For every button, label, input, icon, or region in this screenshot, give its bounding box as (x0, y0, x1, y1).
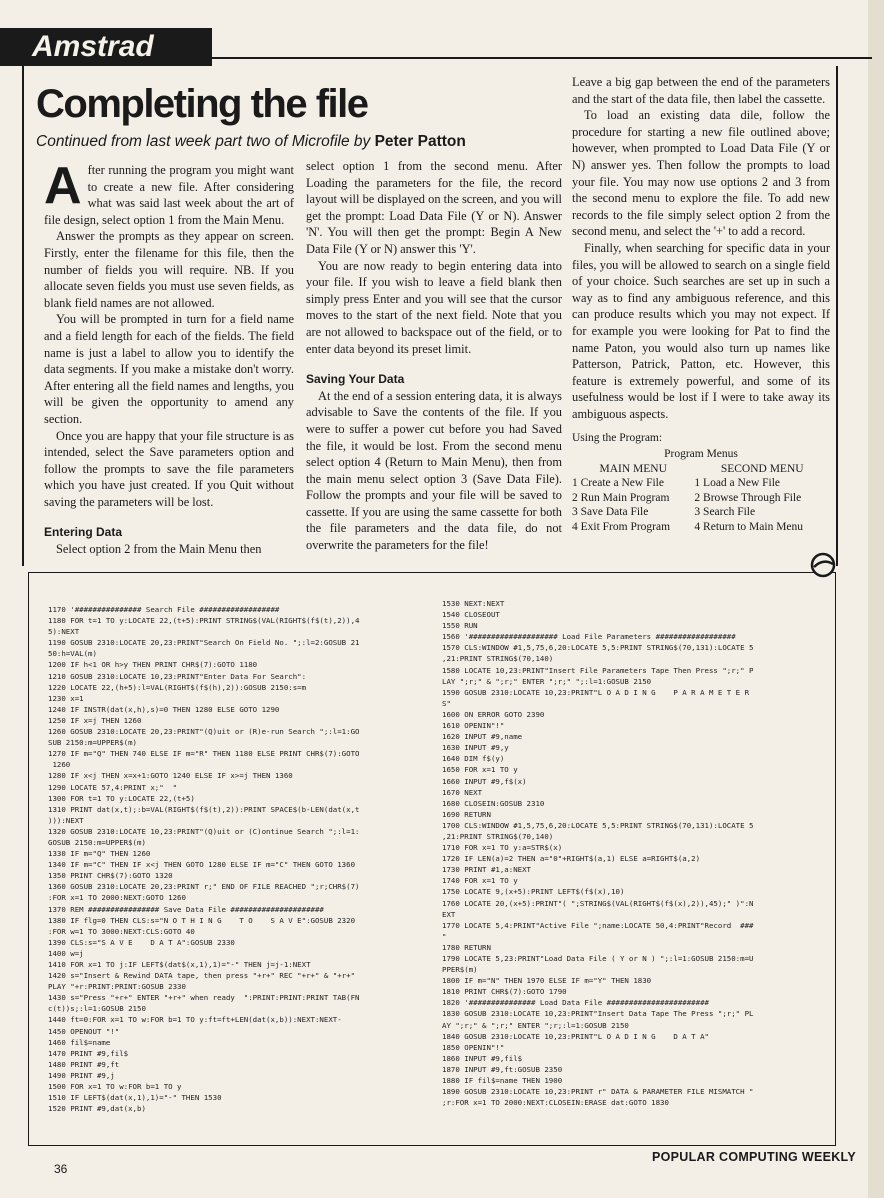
paragraph: At the end of a session entering data, it is always advisable to Save the contents of the file. If you were to suffer a power cut before you had Saved the file, it would be lost. From the second menu select option 4 (Return to Main Menu), then from the main menu select option 3 (Save Data File). Follow the prompts and your file will be saved to cassette. If you are using the same cassette for both the file parameters and the data file, do not overwrite the parameters for the file! (306, 388, 562, 553)
main-menu-heading: MAIN MENU (599, 462, 667, 475)
paragraph-text: fter running the program you might want to create a new file. After considering what was said last week about the art of file design, select option 1 from the Main Menu. (44, 163, 294, 227)
subheading-saving-data: Saving Your Data (306, 372, 405, 387)
paragraph: Select option 2 from the Main Menu then (56, 542, 262, 557)
article-column-3 (572, 74, 830, 534)
publication-footer: POPULAR COMPUTING WEEKLY (652, 1150, 856, 1164)
paragraph: You will be prompted in turn for a field name and a field length for each of the fields. The field name is just a label to allow you to identify the data segments. If you make a mistake don't worry. After entering all the field names and lengths, you will be given the opportunity to amend any section. (44, 312, 294, 426)
section-brand-banner: Amstrad (0, 28, 212, 66)
basic-listing-right: 1530 NEXT:NEXT 1540 CLOSEOUT 1550 RUN 1560 '#################### Load File Parameters ################## 1570 CLS:WINDOW #1,5,75,6,20:LOCATE 5,5:PRINT STRING$(70,131):LOCATE 5 ,21:PRINT STRING$(70,140) 1580 LOCATE 10,23:PRINT"Insert File Parameters Tape Then Press ";r;" P LAY ";r;" & ";r;" ENTER ";r;" ";:l=1:GOSUB 2150 1590 GOSUB 2310:LOCATE 10,23:PRINT"L O A D I N G P A R A M E T E R S" 1600 ON ERROR GOTO 2390 1610 OPENIN"!" 1620 INPUT #9,name 1630 INPUT #9,y 1640 DIM f$(y) 1650 FOR x=1 TO y 1660 INPUT #9,f$(x) 1670 NEXT 1680 CLOSEIN:GOSUB 2310 1690 RETURN 1700 CLS:WINDOW #1,5,75,6,20:LOCATE 5,5:PRINT STRING$(70,131):LOCATE 5 ,21:PRINT STRING$(70,140) 1710 FOR x=1 TO y:a=STR$(x) 1720 IF LEN(a)=2 THEN a="0"+RIGHT$(a,1) ELSE a=RIGHT$(a,2) 1730 PRINT #1,a:NEXT 1740 FOR x=1 TO y 1750 LOCATE 9,(x+5):PRINT LEFT$(f$(x),10) 1760 LOCATE 20,(x+5):PRINT"( ";STRING$(VAL(RIGHT$(f$(x),2)),45);" )":N EXT 1770 LOCATE 5,4:PRINT"Active File ";name:LOCATE 50,4:PRINT"Record ### " 1780 RETURN 1790 LOCATE 5,23:PRINT"Load Data File ( Y or N ) ";:l=1:GOSUB 2150:m=U PPER$(m) 1800 IF m="N" THEN 1970 ELSE IF m="Y" THEN 1830 1810 PRINT CHR$(7):GOTO 1790 1820 '############### Load Data File ####################### 1830 GOSUB 2310:LOCATE 10,23:PRINT"Insert Data Tape The Press ";r;" PL AY ";r;" & ";r;" ENTER ";r;:l=1:GOSUB 2150 1840 GOSUB 2310:LOCATE 10,23:PRINT"L O A D I N G D A T A" 1850 OPENIN"!" 1860 INPUT #9,fil$ 1870 INPUT #9,ft:GOSUB 2350 1880 IF fil$=name THEN 1900 1890 GOSUB 2310:LOCATE 10,23:PRINT r" DATA & PARAMETER FILE MISMATCH " ;r:FOR x=1 TO 2000:NEXT:CLOSEIN:ERASE dat:GOTO 1830 (442, 599, 754, 1108)
second-menu-item: 1 Load a New File (694, 477, 781, 490)
basic-listing-left: 1170 '############### Search File ################## 1180 FOR t=1 TO y:LOCATE 22,(t+5):PRINT STRING$(VAL(RIGHT$(f$(t),2)),4 5):NEXT 1190 GOSUB 2310:LOCATE 20,23:PRINT"Search On Field No. ";:l=2:GOSUB 21 50:h=VAL(m) 1200 IF h<1 OR h>y THEN PRINT CHR$(7):GOTO 1180 1210 GOSUB 2310:LOCATE 10,23:PRINT"Enter Data For Search": 1220 LOCATE 22,(h+5):l=VAL(RIGHT$(f$(h),2)):GOSUB 2150:s=m 1230 x=1 1240 IF INSTR(dat(x,h),s)=0 THEN 1280 ELSE GOTO 1290 1250 IF x=j THEN 1260 1260 GOSUB 2310:LOCATE 20,23:PRINT"(Q)uit or (R)e-run Search ";:l=1:GO SUB 2150:m=UPPER$(m) 1270 IF m="Q" THEN 740 ELSE IF m="R" THEN 1180 ELSE PRINT CHR$(7):GOTO 1260 1280 IF x<j THEN x=x+1:GOTO 1240 ELSE IF x>=j THEN 1360 1290 LOCATE 57,4:PRINT x;" " 1300 FOR t=1 TO y:LOCATE 22,(t+5) 1310 PRINT dat(x,t);:b=VAL(RIGHT$(f$(t),2)):PRINT SPACE$(b-LEN(dat(x,t ))):NEXT 1320 GOSUB 2310:LOCATE 10,23:PRINT"(Q)uit or (C)ontinue Search ";:l=1: GOSUB 2150:m=UPPER$(m) 1330 IF m="Q" THEN 1260 1340 IF m="C" THEN IF x<j THEN GOTO 1280 ELSE IF m="C" THEN GOTO 1360 1350 PRINT CHR$(7):GOTO 1320 1360 GOSUB 2310:LOCATE 20,23:PRINT r;" END OF FILE REACHED ";r;CHR$(7) :FOR x=1 TO 2000:NEXT:GOTO 1260 1370 REM ################ Save Data File ##################### 1380 IF flg=0 THEN CLS:s="N O T H I N G T O S A V E":GOSUB 2320 :FOR w=1 TO 3000:NEXT:CLS:GOTO 40 1390 CLS:s="S A V E D A T A":GOSUB 2330 1400 w=j 1410 FOR x=1 TO j:IF LEFT$(dat$(x,1),1)="-" THEN j=j-1:NEXT 1420 s="Insert & Rewind DATA tape, then press "+r+" REC "+r+" & "+r+" PLAY "+r:PRINT:PRINT:GOSUB 2330 1430 s="Press "+r+" ENTER "+r+" when ready ":PRINT:PRINT:PRINT TAB(FN c(t))s;:l=1:GOSUB 2150 1440 ft=0:FOR x=1 TO w:FOR b=1 TO y:ft=ft+LEN(dat(x,b)):NEXT:NEXT- 1450 OPENOUT "!" 1460 fil$=name 1470 PRINT #9,fil$ 1480 PRINT #9,ft 1490 PRINT #9,j 1500 FOR x=1 TO w:FOR b=1 TO y 1510 IF LEFT$(dat(x,1),1)="-" THEN 1530 1520 PRINT #9,dat(x,b) (48, 605, 360, 1114)
program-menus-table (572, 447, 830, 534)
article-title: Completing the file (36, 82, 368, 126)
scroll-curl-icon (808, 550, 838, 580)
main-menu-item: 3 Save Data File (572, 506, 649, 519)
main-menu-item: 2 Run Main Program (572, 491, 670, 504)
drop-cap: A (44, 157, 82, 215)
right-frame-rule (836, 66, 838, 566)
page-number: 36 (54, 1162, 68, 1176)
article-column-2 (306, 158, 562, 554)
second-menu-heading: SECOND MENU (720, 462, 804, 475)
paragraph: select option 1 from the second menu. After Loading the parameters for the file, the record layout will be displayed on the screen, and you will get the prompt: Load Data File (Y or N). Answer 'N'. You will then get the prompt: Begin A New Data File (Y or N) answer this 'Y'. (306, 159, 562, 256)
subheading-entering-data: Entering Data (44, 525, 123, 540)
paragraph: You are now ready to begin entering data into your file. If you wish to leave a field blank then simply press Enter and you will see that the cursor moves to the start of the next field. Note that you are not allowed to backspace out of the field, or to enter data beyond its preset limit. (306, 258, 562, 356)
author-name: Peter Patton (374, 133, 466, 150)
header-rule (212, 57, 872, 59)
paragraph: Once you are happy that your file structure is as intended, select the Save parameters option and follow the prompts to save the file parameters which you have just created. If you Quit without saving the parameters will be lost. (44, 428, 294, 509)
using-program-label: Using the Program: (572, 432, 663, 445)
second-menu-item: 2 Browse Through File (694, 491, 802, 504)
paragraph: Finally, when searching for specific data in your files, you will be allowed to search on a single field of your choice. Such searches are set up in such a way as to find any ambiguous reference, and this can produce results which you may not expect. If for example you were looking for Pat to find the name Paton, you would also turn up names like Patterson, Patrick, Patton, etc. However, this feature is extremely powerful, and some of its usefulness would be lost if I were to take away its ambiguous aspects. (572, 240, 830, 421)
page-edge (868, 0, 884, 1198)
paragraph: Answer the prompts as they appear on screen. Firstly, enter the filename for this file, then the number of fields you will require. NB. If you allocate seven fields you must use seven fields, as blank field names are not allowed. (44, 229, 294, 310)
main-menu-item: 1 Create a New File (572, 477, 664, 490)
paragraph (44, 157, 294, 228)
left-frame-rule (22, 66, 24, 566)
paragraph: To load an existing data dile, follow the procedure for starting a new file outlined above; however, when prompted to Load Data File (Y or N) answer yes. Then follow the prompts to load your file. You may now use options 2 and 3 from the second menu to explore the file. To add new records to the file simply select option 2 from the second menu, and select the '+' to add a record. (572, 108, 830, 239)
standfirst-text: Continued from last week part two of Microfile by (36, 133, 371, 150)
article-column-1 (44, 157, 294, 558)
paragraph: Leave a big gap between the end of the parameters and the start of the data file, then label the cassette. (572, 75, 830, 106)
main-menu-item: 4 Exit From Program (572, 520, 671, 533)
program-menus-heading: Program Menus (664, 448, 738, 461)
second-menu-item: 3 Search File (694, 506, 756, 519)
article-standfirst (36, 133, 566, 151)
second-menu-item: 4 Return to Main Menu (694, 520, 804, 533)
